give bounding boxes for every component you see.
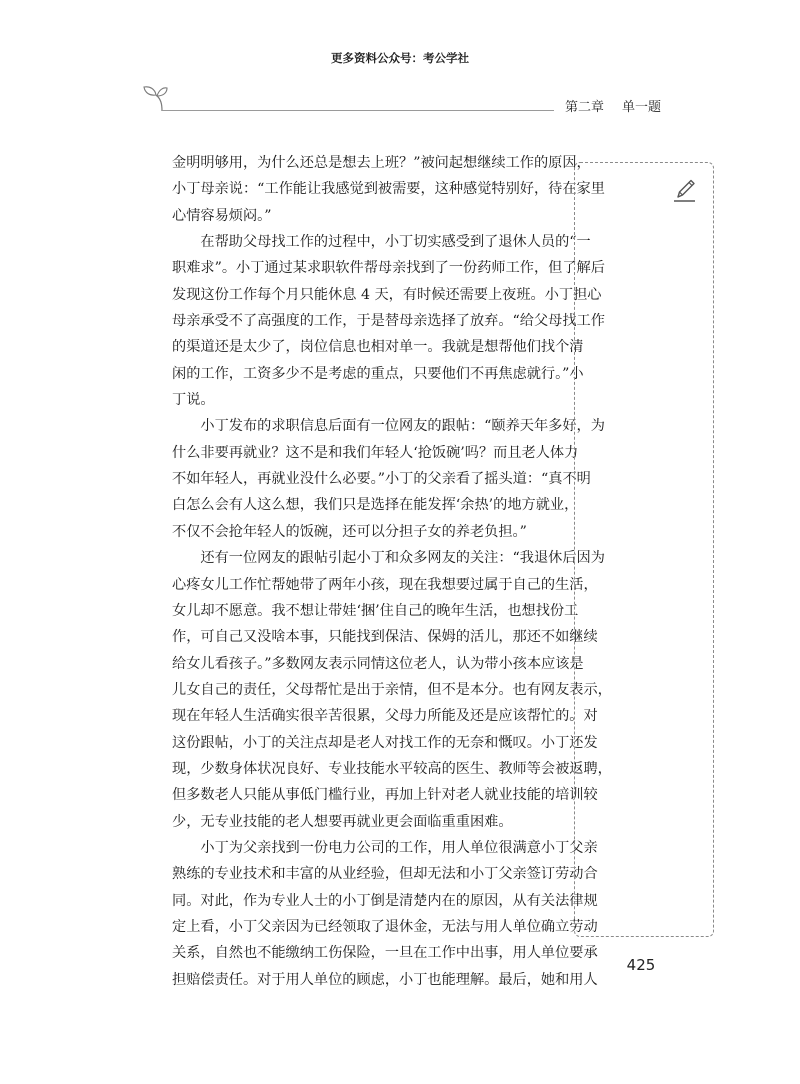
body-text bbox=[172, 150, 612, 993]
text-line: 发现这份工作每个月只能休息 4 天，有时候还需要上夜班。小丁担心 bbox=[172, 286, 602, 303]
text-line: 担赔偿责任。对于用人单位的顾虑，小丁也能理解。最后，她和用人 bbox=[172, 971, 598, 988]
text-line: 这份跟帖，小丁的关注点却是老人对找工作的无奈和慨叹。小丁还发 bbox=[172, 734, 598, 751]
text-line: 还有一位网友的跟帖引起小丁和众多网友的关注：“我退休后因为 bbox=[172, 550, 605, 567]
section-title: 单一题 bbox=[622, 100, 662, 115]
text-line: 什么非要再就业？这不是和我们年轻人‘抢饭碗’吗？而且老人体力 bbox=[172, 444, 579, 461]
text-line: 小丁母亲说：“工作能让我感觉到被需要，这种感觉特别好，待在家里 bbox=[172, 181, 605, 198]
text-line: 儿女自己的责任，父母帮忙是出于亲情，但不是本分。也有网友表示， bbox=[172, 681, 612, 698]
text-line: 心疼女儿工作忙帮她带了两年小孩，现在我想要过属于自己的生活， bbox=[172, 576, 598, 593]
text-line: 女儿却不愿意。我不想让带娃‘捆’住自己的晚年生活，也想找份工 bbox=[172, 602, 579, 619]
sprout-icon bbox=[142, 84, 168, 112]
notes-box bbox=[574, 162, 714, 937]
text-line: 现，少数身体状况良好、专业技能水平较高的医生、教师等会被返聘， bbox=[172, 760, 612, 777]
page-number: 425 bbox=[626, 956, 656, 974]
text-line: 不如年轻人，再就业没什么必要。”小丁的父亲看了摇头道：“真不明 bbox=[172, 471, 591, 488]
text-line: 熟练的专业技术和丰富的从业经验，但却无法和小丁父亲签订劳动合 bbox=[172, 866, 598, 883]
text-line: 不仅不会抢年轻人的饭碗，还可以分担子女的养老负担。” bbox=[172, 523, 527, 540]
text-line: 作，可自己又没啥本事，只能找到保洁、保姆的活儿，那还不如继续 bbox=[172, 629, 598, 646]
text-line: 丁说。 bbox=[172, 392, 215, 409]
top-banner: 更多资料公众号：考公学社 bbox=[331, 51, 469, 65]
chapter-title: 第二章 bbox=[565, 100, 605, 115]
text-line: 白怎么会有人这么想，我们只是选择在能发挥‘余热’的地方就业， bbox=[172, 497, 579, 514]
header-rule bbox=[162, 110, 554, 111]
text-line: 小丁为父亲找到一份电力公司的工作，用人单位很满意小丁父亲 bbox=[172, 839, 598, 856]
text-line: 心情容易烦闷。” bbox=[172, 207, 272, 224]
text-line: 母亲承受不了高强度的工作，于是替母亲选择了放弃。“给父母找工作 bbox=[172, 313, 605, 330]
pencil-icon bbox=[672, 178, 696, 204]
text-line: 但多数老人只能从事低门槛行业，再加上针对老人就业技能的培训较 bbox=[172, 787, 598, 804]
text-line: 小丁发布的求职信息后面有一位网友的跟帖：“颐养天年多好，为 bbox=[172, 418, 605, 435]
text-line: 的渠道还是太少了，岗位信息也相对单一。我就是想帮他们找个清 bbox=[172, 339, 584, 356]
text-line: 定上看，小丁父亲因为已经领取了退休金，无法与用人单位确立劳动 bbox=[172, 918, 598, 935]
chapter-heading bbox=[565, 96, 661, 115]
text-line: 关系，自然也不能缴纳工伤保险，一旦在工作中出事，用人单位要承 bbox=[172, 945, 598, 962]
text-line: 职难求”。小丁通过某求职软件帮母亲找到了一份药师工作，但了解后 bbox=[172, 260, 605, 277]
text-line: 在帮助父母找工作的过程中，小丁切实感受到了退休人员的“一 bbox=[172, 234, 591, 251]
text-line: 闲的工作，工资多少不是考虑的重点，只要他们不再焦虑就行。”小 bbox=[172, 365, 584, 382]
text-line: 同。对此，作为专业人士的小丁倒是清楚内在的原因，从有关法律规 bbox=[172, 892, 598, 909]
text-line: 给女儿看孩子。”多数网友表示同情这位老人，认为带小孩本应该是 bbox=[172, 655, 584, 672]
text-line: 少，无专业技能的老人想要再就业更会面临重重困难。 bbox=[172, 813, 513, 830]
text-line: 现在年轻人生活确实很辛苦很累，父母力所能及还是应该帮忙的。对 bbox=[172, 708, 598, 725]
text-line: 金明明够用，为什么还总是想去上班？”被问起想继续工作的原因， bbox=[172, 155, 591, 171]
